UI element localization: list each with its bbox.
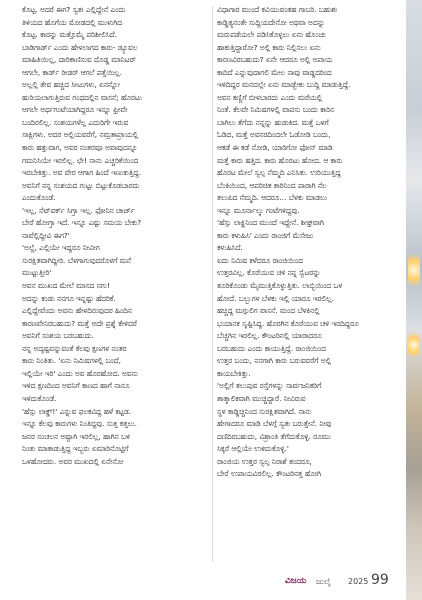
text-line: ಐದು ನಿಮಿಷ ಕಳೆದರೂ ರಾಂಜಿಯಿಂದ	[217, 255, 303, 265]
text-line: ಅವನಿಗೆ ಸಂಶಯ ಬರಬಹುದು.	[22, 331, 94, 341]
text-line: ಗಮನಿಸಿಯೇ ಇರಲಿಲ್ಲ. ಛೇ! ನಾನು ಎಚ್ಚರಿಕೆಯಿಂದ	[22, 155, 139, 165]
text-line: ಅದನ್ನು ಕಂಡು ನನಗೂ ಇನ್ನಷ್ಟು ಹೆದರಿಕೆ.	[22, 293, 116, 303]
text-line: ಎಂದುಕೊಂಡೆ.	[22, 193, 56, 203]
text-line: ಮತ್ತೆ ಕಾರು ಹತ್ತಿದ. ಕಾರು ಹೊರಟು ಹೋದ. ಆ ಕಾರು	[217, 155, 343, 165]
text-line: ಬಾಗಿಲು ತೆಗೆದು ನನ್ನನ್ನು ಹುಡುಕಿದ. ಮತ್ತೆ ಒಳಗೆ	[217, 117, 329, 127]
text-line: ಉತ್ತರವಿಲ್ಲ. ಕೊರೆಯುವ ಚಳಿ ನನ್ನ ಸ್ವೆಟರನ್ನು	[217, 268, 321, 278]
text-line: ಕಾಯಬೇಕಿತ್ತು.	[217, 368, 251, 378]
text-line: ಹಚ್ಚಿದ್ದ ಮಗ್ಗುಲಿಗ ವಾಸನೆ. ಮಂದ ಬೆಳಕಿನಲ್ಲಿ	[217, 306, 320, 316]
text-line: ಸಾಕ್ಷಿಗಳು. ಅದರ ಅಲ್ಲಿಯವರೆಗೆ, ನಮ್ರತಾಪ್ರಾಯಲ್ಲಿ	[22, 130, 139, 140]
text-line: ಹೊರಟ ಮೇಲೆ ಸ್ವಲ್ಪ ನೆಮ್ಮದಿ ಎನಿಸಿತು. ಉರಿಯುತ್ತಿದ್ದ	[217, 168, 341, 178]
text-line: ಹೋದೆ. ಬಲ್ಬುಗಳ ಬೆಳಕು ಇಲ್ಲಿ ಯಾರೂ ಇರಲಿಲ್ಲ.	[217, 293, 334, 303]
text-line: ಇನ್ನೂ ಕೆಲವು ಕಾರುಗಳು ನಿಂತಿದ್ದವು. ಸುತ್ತ ಕತ್ತಲು.	[22, 419, 137, 429]
fire-glow	[408, 330, 420, 360]
text-line: ಸುರಕ್ಷಿತವಾಗಿದ್ದೀರಿ. ಬೆಳಗಾಗುವುದರೊಳಗೆ ಮನೆ	[22, 255, 131, 265]
text-line: ಒಳಹೋದರು. ಅವರ ಮುಖದಲ್ಲಿ ಏನೇನೋ	[22, 456, 124, 466]
text-line: ಭಯಾನಕ ಸೃಷ್ಟಿಸಿದ್ದ. ಹೊರಗಿನ ಕೊರೆಯುವ ಚಳಿ ಇರದಿದ್ದರೂ	[217, 318, 359, 328]
left-text-column	[22, 4, 209, 468]
text-line: ತಿಳಿಯದ ಹೊಗೆಯ ಮೋಡದಲ್ಲಿ ಮುಳುಗಿದ	[22, 17, 123, 27]
text-line: 'ಹೆಸ್ಸು ಲಾಕ್ಡ್!' ಎನ್ನುವ ಫಲಕವಿದ್ದ ಹಳೆ ಕಟ್ಟಡ.	[22, 406, 131, 416]
text-line: 'ಇಲ್ಲ, ನೆಟ್‌ವರ್ಕ್ ಸಿಗ್ತಾ ಇಲ್ಲ. ಫೋನಿನ ಚಾರ್ಜ್	[22, 205, 135, 215]
right-text-column	[217, 4, 404, 481]
text-line: ಹಾಕುತ್ತಿದ್ದಾರೋ? ಅಲ್ಲಿ ಕಾರು ನಿಲ್ಲಿಸಲು ಏನು	[217, 42, 321, 52]
text-line: ಅವನಿಗೆ ನನ್ನ ಸಂಶಯದ ಗುಟ್ಟು ಬಿಟ್ಟುಕೊಡಬಾರದು	[22, 180, 140, 190]
text-line: ಕಾಡ್ಡಿತ್ಯನಂತೇ ಸುದ್ದಿಯದೇನೋ ಅಥವಾ ಅದನ್ನು	[217, 17, 325, 27]
text-line: ಹೇಗಾದರೂ ಮಾಡಿ ಬೆಳಗ್ಗೆ ಸ್ವತಃ ಬರುತ್ತೇನೆ. ನೀವು	[217, 419, 332, 429]
text-line: ನಿಂತು ಮಾತಾಡುತ್ತಿದ್ದ ಇಬ್ಬರು ಏಮಾರಿನೊಟ್ಟಿಗೆ	[22, 444, 129, 454]
text-line: ಬೇರೆ ಉಪಾಯವಿರಲಿಲ್ಲ. ಕೌಂಟರಿನತ್ತ ಹೋಗಿ	[217, 469, 321, 479]
text-line: ನನ್ನ ಅದೃಷ್ಟವನ್ನುವಂತೆ ಕೆಲವು ಕ್ಷಣಗಳ ನಂತರ	[22, 343, 127, 353]
fire-glow	[408, 250, 420, 290]
text-line: ಇರಬೇಕಿತ್ತು. ಅವ ವೇರ ಆಗಾಗ ಹಿಂದೆ ಇಣುಕುತ್ತಿದ್ದ.	[22, 168, 142, 178]
text-line: ಕಳುಹಿಸಿದೆ.	[217, 243, 243, 253]
text-line: ಇಳಿದ ಕ್ಷಣದಿಂದ ಅವನಿಗೆ ಕಾಣದ ಹಾಗೆ ನಾನೂ	[22, 381, 130, 391]
text-line: ಜನರ ಸಂಚಲನ ಅಷ್ಟಾಗಿ ಇರಲಿಲ್ಲ, ಹಾಗಿನ ಬಳಿ	[22, 431, 130, 441]
text-line: ಹುರಿಯಲಾಗುತ್ತಿರುವ ಗಂಧದಲ್ಲಿನ ವಾಸನೆ; ಹೊರಟು	[22, 92, 142, 102]
text-line: ಇಲ್ಲಿಯೇ ಇರಿ' ಎಂದು ಅವ ಹೊರಹೋದ. ಅವನು	[22, 368, 138, 378]
text-line: ಅವನ ಕಣ್ಣಿಗೆ ಬೀಳಬಾರದು ಎಂದು ಮರೆಯಲ್ಲಿ	[217, 92, 323, 102]
magazine-name: ವಿಜಯ	[285, 576, 307, 586]
text-line: 'ಅಲ್ದೆ, ಎಲ್ಲಿಯೇ ಇದ್ದರೂ ನೀವೀಗ	[22, 243, 100, 253]
text-line: ಇಳಿದಿದ್ದರ ಮನದಲ್ಲೇ ಏನು ಮಾಡ್ಬೇಕು ಬುದ್ದಿ ಮಾಡುತ್ತಿದ್ದೆ.	[217, 80, 351, 90]
page-footer	[0, 566, 422, 600]
text-line: ಕೊಟ್ಟ. ಅದರೆ ಈಗ? ಸ್ವತಃ ಎಲ್ಲಿದ್ದೇನೆ ಎಂದು	[22, 5, 126, 14]
text-line: ಆಗಲೇ ಅರ್ಧಗಂಟೆಯಾಗಿದ್ದರೂ ಇನ್ನೂ ಫ್ರೀವೇ	[22, 105, 128, 115]
text-line: ಮರುಪಡೆಯಲೇ ಪಡಿಸಿಕೊಳ್ಳಲು ಏನು ಹೊಂಚು	[217, 30, 326, 40]
decorative-side-image	[406, 0, 422, 600]
text-line: ಇನ್ನೂ ಮೂರ್ನಾಲ್ಕು ಗಂಟೆಗಳಿದ್ದವು.	[217, 205, 300, 215]
text-line: ಕೊಟ್ಟ. ಕಾರನ್ನು ಮತ್ತೊಮ್ಮೆ ಪರಿಶೀಲಿಸಿದೆ.	[22, 30, 117, 40]
issue-month: ಜುಲೈ	[316, 577, 331, 586]
text-line: 'ಅಲ್ಲಿಗೆ ತಲುಪುವ ರಸ್ತೆಗಳನ್ನು ಸಾರ್ವಜನಿಕರಿಗೆ	[217, 381, 322, 391]
text-line: ಕಾರು ನಿಂತಿತು. 'ಏನು ನಿಮಿಷಗಳಲ್ಲಿ ಬಂದೆ,	[22, 356, 121, 366]
text-line: ತೂರಿಕೊಂಡು ಮೈಮುತ್ತಿಕೊಳ್ಳುತ್ತಿತು. ಲಾಬ್ಬಿಯಿಂದ ಒಳ	[217, 281, 343, 291]
text-line: ಬೆಂಕಿಯಿಂದ, ಆಪರಿಚಿತ ಕಾರಿನಿಂದ ಪಾರಾಗಿ ನೆಲ	[217, 180, 327, 190]
text-line: ಅಲ್ಲಲ್ಲಿ ತೇವ ಹಚ್ಚಿದ ಸೀಟುಗಳು, ಏನನ್ನೋ	[22, 80, 121, 90]
text-line: ವಿಧಾಗಾರ ಮುಂದೆ ಕವಿಯುವಂತಹ ಗಾಬರಿ. ಬಹುಶಃ	[217, 5, 337, 14]
text-line: ಕಾದಿದೆ ಎನ್ನುವುದಾಗಲಿ ಮೇಲ ನಾವು ವಾಡ್ಡದರಿಂದ	[217, 67, 332, 77]
text-line: ಇಳಿದುಕೊಂಡೆ.	[22, 393, 57, 403]
text-line: ಅವನ ಮುಖದ ಮೇಲೆ ಮಾಸದ ನಗು!	[22, 281, 110, 291]
text-line: ಕಾರು ಹತ್ತುವಾಗ, ಅವರ ನಂತರವೂ ಅವಾವುದನ್ನೂ	[22, 143, 138, 153]
text-line: ಆಕಡೆ ಈ ಕಡೆ ನೋಡಿ, ಯಾರಿಗೋ ಫೋನ್ ಮಾಡಿ	[217, 143, 333, 153]
text-line: ಉತ್ತರ ಬಂದು, ನನಗಾಗಿ ಕಾರು ಬರುವವರೆಗೆ ಅಲ್ಲಿ	[217, 356, 332, 366]
text-line: ರಾಂಜಿಯ ಉತ್ತರ ಸ್ವಲ್ಪ ನಿರಾಶೆ ತಂದರೂ,	[217, 456, 312, 466]
text-line: ಕಾರಣವಿರಬಹುದು? ಏನೇ ಆದರೂ ಅಲ್ಲಿ ಅಪಾಯ	[217, 55, 333, 65]
issue-year: 2025	[348, 577, 369, 586]
text-line: ಓಡಿದ, ಮತ್ತೆ ಅವನರದಿಂದಲೇ ಓಡೋಡಿ ಬಂದು,	[217, 130, 331, 140]
text-line: ದಣಿದಿರಬಹುದು, ವಿಶ್ರಾಂತಿ ತೆಗೆದುಕೊಳ್ಳಿ. ರೂಮು	[217, 431, 331, 441]
text-line: ಕಾರಣವೇನಿರಬಹುದು? ಮತ್ತೆ ಅದೇ ಪ್ರಶ್ನೆ ಕೇಳಿದರೆ	[22, 318, 137, 328]
column-divider	[212, 6, 213, 562]
text-line: 'ಹೆಸ್ಸು ಲಾಕ್ಡಿನಿಂದ ಮುಂದೆ ಇದ್ದೇನೆ. ಶೀಘ್ರವಾಗಿ	[217, 218, 324, 228]
page-number: 99	[371, 572, 389, 588]
text-line: ಎಲ್ಲಿದ್ದೇವೆಂದು ಅವನು ಹೇಳದಿರುವುದರ ಹಿಂದಿನ	[22, 306, 132, 316]
text-line: ನಿಂತೆ. ಕೆಲವೇ ನಿಮಿಷಗಳಲ್ಲಿ ವಾಪಸು ಬಂದು ಕಾರಿನ	[217, 105, 335, 115]
text-line: ಬಂದಿರಲಿಲ್ಲ. ಸಂಶಯಗಳೆಲ್ಲ ಎದುರಿಗೇ ಇರುವ	[22, 117, 129, 127]
text-line: ಮುಟ್ಟುತ್ತೀರಿ'	[22, 268, 52, 278]
text-line: ಬೇರೆ ಹೋಗ್ತಾ ಇದೆ. ಇನ್ನೂ ಎಷ್ಟು ಸಮಯ ಬೇಕು?	[22, 218, 142, 228]
text-line: ಬೆಚ್ಚಗಿನ ಇರಲಿಲ್ಲ. ಕೌಂಟರಿನಲ್ಲಿ ಯಾರಾದರೂ	[217, 331, 322, 341]
text-line: ಆಗಲೇ, ಕಾರ್ಡ್ ರೀಡರ್ ಆಗಲೆ ಪತ್ತೆಯಿಲ್ಲ.	[22, 67, 122, 77]
text-line: ಬರಬಹುದು ಎಂದು ಕಾಯುತ್ತಿದ್ದೆ. ರಾಂಜಿಯಿಂದ	[217, 343, 326, 353]
text-line: ಕಾರು ಕಳುಹಿಸಿ' ಎಂದು ರಾಂಜಿಗೆ ಮೆಸೇಜು	[217, 230, 314, 240]
text-line: ತಲುಪಿದ ನೆಮ್ಮದಿ. ಆದರೂ... ಬೆಳಕು ಮಾಡಲು	[217, 193, 327, 203]
text-line: ಮಾಹಿತಿಯಿಲ್ಲ, ದಾರಿಕಾಣಿಸುವ ದೊಡ್ಡ ಮಾನಿಟರ್	[22, 55, 136, 65]
text-line: ಬಾಡಿಗಾರ್ಡ್ ಎಂದು ಹೇಳಲಾಗದ ಕಾರು- ಡ್ಯೂವಲ	[22, 42, 138, 52]
text-line: ಸ್ಥಳ ಕಾಡ್ಡಿಚ್ಚಿನಿಂದ ಸುರಕ್ಷಿತವಾಗಿದೆ. ನಾನು	[217, 406, 312, 416]
text-line: ಸಿಕ್ಕರೆ ಆಲ್ಲಿಯೇ ಉಳಿದುಕೊಳ್ಳಿ.'	[217, 444, 289, 454]
text-line: ನಾವೆಲ್ಲಿದ್ದೀವಿ ಈಗ?'	[22, 230, 70, 240]
text-line: ತಾತ್ಕಾಲಿಕವಾಗಿ ಮುಚ್ಚಿದ್ದಾರೆ. ನೀವಿರುವ	[217, 393, 306, 403]
